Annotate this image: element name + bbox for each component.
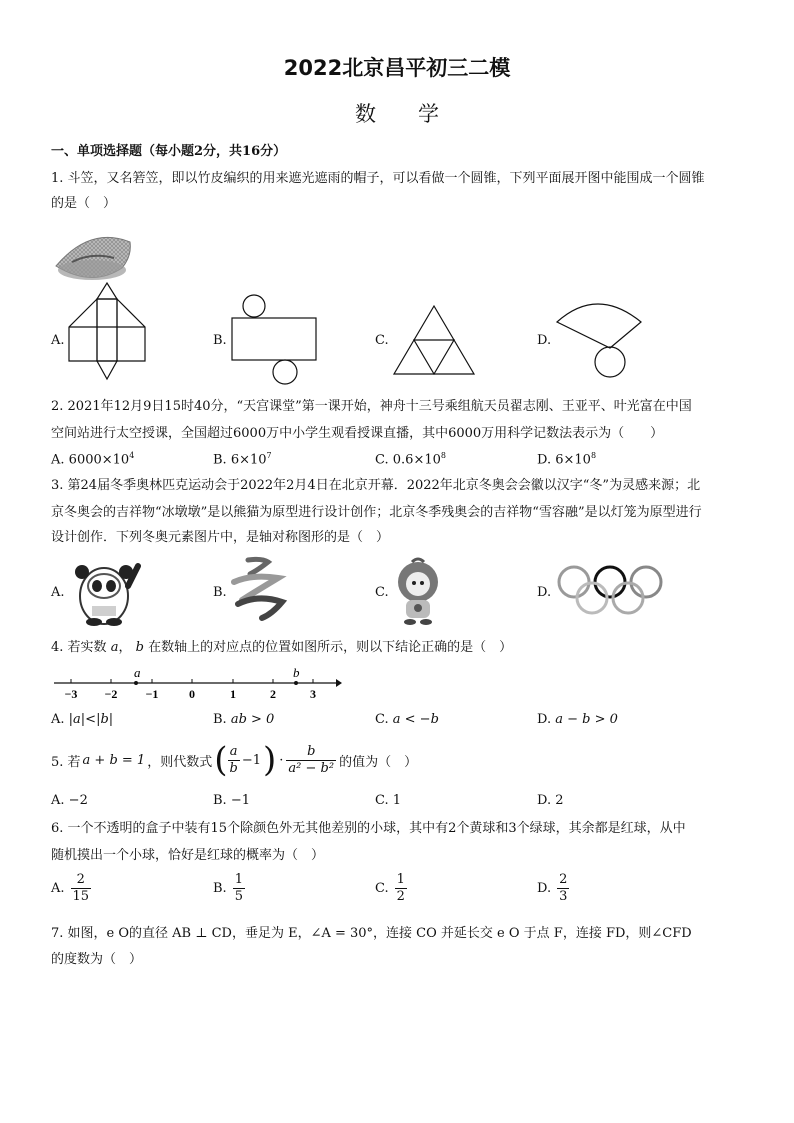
q2-option-d: D. $6\times 10^8$ (537, 451, 597, 468)
q2-option-b: B. $6\times 10^7$ (213, 451, 272, 468)
q6-line1: 6. 一个不透明的盒子中装有15个除颜色外无其他差别的小球，其中有2个黄球和3个绿球，其余都是红球，从中 (51, 821, 686, 836)
subject-title: 数 学 (355, 102, 439, 126)
q3-line2: 京冬奥会的吉祥物“冰墩墩”是以熊猫为原型进行设计创作；北京冬季残奥会的吉祥物“雪容融”是以灯笼为原型进行 (51, 505, 702, 520)
q4-option-c: C. a < −b (375, 712, 439, 727)
q6-option-b: B. $\frac{1}{5}$ (213, 872, 243, 904)
q1-option-d-figure (555, 300, 645, 382)
tick-label: 1 (230, 687, 236, 701)
q4-line1: 4. 若实数 a， b 在数轴上的对应点的位置如图所示，则以下结论正确的是（ ） (51, 640, 513, 655)
q3-option-b-label: B. (213, 585, 227, 600)
point-a-label: a (134, 665, 141, 680)
q5-option-c: C. 1 (375, 793, 402, 808)
tick-label: −3 (64, 687, 78, 701)
section-heading: 一、单项选择题（每小题2分，共16分） (51, 144, 287, 159)
tick-label: 3 (310, 687, 316, 701)
q1-option-d-label: D. (537, 333, 552, 348)
q6-option-c: C. $\frac{1}{2}$ (375, 872, 405, 904)
q6-line2: 随机摸出一个小球，恰好是红球的概率为（ ） (51, 848, 325, 863)
q5-option-d: D. 2 (537, 793, 564, 808)
q6-option-a: A. $\frac{2}{15}$ (51, 872, 90, 904)
number-line (52, 662, 342, 702)
q2-option-c: C. $0.6\times 10^8$ (375, 451, 446, 468)
q1-option-b-figure (230, 294, 320, 388)
q3-line3: 设计创作．下列冬奥元素图片中，是轴对称图形的是（ ） (51, 530, 390, 545)
q5-option-a: A. −2 (51, 793, 88, 808)
q5-option-b: B. −1 (213, 793, 250, 808)
q1-option-b-label: B. (213, 333, 227, 348)
page-title: 2022北京昌平初三二模 (283, 56, 511, 80)
q1-option-a-label: A. (51, 333, 65, 348)
q5-line: 5. 若 a + b = 1 ，则代数式 ( $\frac{a}{b}$ −1 ) · $\frac{b}{\text{a² − b²}}$ 的值为（ ） (51, 740, 418, 780)
tick-label: −1 (145, 687, 159, 701)
q1-option-a-figure (67, 297, 147, 381)
q7-line2: 的度数为（ ） (51, 952, 143, 967)
olympic-rings-image (555, 565, 667, 617)
q4-option-d: D. a − b > 0 (537, 712, 618, 727)
q4-option-b: B. ab > 0 (213, 712, 275, 727)
q3-option-c-label: C. (375, 585, 389, 600)
q1-option-c-figure (392, 304, 478, 378)
q3-option-d-label: D. (537, 585, 552, 600)
q2-line2: 空间站进行太空授课，全国超过6000万中小学生观看授课直播，其中6000万用科学记数法表示为（ ） (51, 426, 664, 441)
q1-line1: 1. 斗笠，又名箬笠，即以竹皮编织的用来遮光遮雨的帽子，可以看做一个圆锥，下列平面展开图中能围成一个圆锥 (51, 171, 705, 186)
q3-option-a-label: A. (51, 585, 65, 600)
shuey-rhon-rhon-image (390, 558, 446, 626)
q4-option-a: A. |a|<|b| (51, 712, 114, 727)
q3-line1: 3. 第24届冬季奥林匹克运动会于2022年2月4日在北京开幕．2022年北京冬奥会会徽以汉字“冬”为灵感来源；北 (51, 478, 701, 493)
tick-label: −2 (104, 687, 118, 701)
bamboo-hat-image (52, 222, 132, 284)
fraction-a-over-b: $\frac{a}{b}$ (229, 743, 238, 776)
q1-option-c-label: C. (375, 333, 389, 348)
q7-line1: 7. 如图，e O的直径 AB ⊥ CD，垂足为 E，∠A = 30°，连接 CO 并延长交 e O 于点 F，连接 FD，则∠CFD (51, 926, 692, 941)
bing-dwen-dwen-image (68, 556, 142, 626)
q1-line2: 的是（ ） (51, 196, 117, 211)
q6-option-d: D. $\frac{2}{3}$ (537, 872, 568, 904)
point-b-label: b (293, 665, 300, 680)
q2-line1: 2. 2021年12月9日15时40分，“天宫课堂”第一课开始，神舟十三号乘组航天员翟志刚、王亚平、叶光富在中国 (51, 399, 692, 414)
tick-label: 2 (270, 687, 276, 701)
fraction-b-over-diff-squares: $\frac{b}{\text{a² − b²}}$ (288, 743, 335, 776)
winter-olympics-emblem-image (228, 556, 288, 622)
q2-option-a: A. $6000\times 10^4$ (51, 451, 135, 468)
tick-label: 0 (189, 687, 195, 701)
